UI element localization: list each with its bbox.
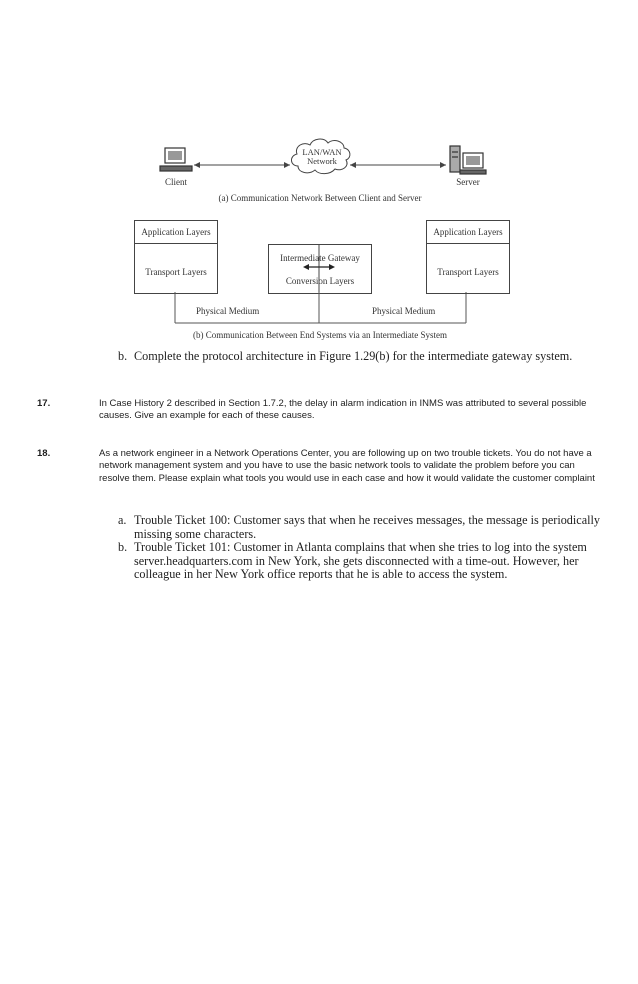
left-app-layers: Application Layers — [141, 227, 211, 237]
item-b-top-marker: b. — [118, 349, 128, 363]
right-app-layers: Application Layers — [433, 227, 503, 237]
gateway-arrow-right-icon — [329, 264, 335, 270]
cloud-label: LAN/WAN Network — [302, 147, 342, 166]
item-text: Trouble Ticket 101: Customer in Atlanta complains that when she tries to log into the system server.headquarters.com in New York, she gets disconnected with a time-out. However, her colleague in her New York office reports that he is able to access the system. — [134, 540, 587, 582]
figure — [0, 0, 638, 360]
question-number: 17. — [37, 398, 51, 409]
question-number: 18. — [37, 448, 51, 459]
gateway-title: Intermediate Gateway — [280, 253, 360, 263]
gateway-arrow-drawing — [0, 0, 638, 360]
item-marker: a. — [118, 513, 127, 527]
gateway-arrow-left-icon — [303, 264, 309, 270]
physical-medium-right-label: Physical Medium — [372, 306, 436, 316]
server-label: Server — [456, 177, 480, 187]
gateway-sub: Conversion Layers — [285, 276, 355, 286]
client-label: Client — [165, 177, 187, 187]
right-transport-layers: Transport Layers — [437, 267, 499, 277]
physical-medium-left-label: Physical Medium — [196, 306, 260, 316]
right-end-system — [426, 220, 510, 294]
right-app-layers-divider — [427, 243, 509, 244]
caption-a: (a) Communication Network Between Client and Server — [218, 193, 422, 203]
item-b-top-text: Complete the protocol architecture in Figure 1.29(b) for the intermediate gateway system. — [134, 349, 573, 363]
left-transport-layers: Transport Layers — [145, 267, 207, 277]
question-text: As a network engineer in a Network Operations Center, you are following up on two trouble tickets. You do not have a network management system and you have to use the basic network tools to validate the problem before you can resolve them. Please explain what tools you would use in each case and how it would validate the customer complaint — [99, 448, 595, 484]
item-marker: b. — [118, 540, 128, 554]
caption-b: (b) Communication Between End Systems via an Intermediate System — [193, 330, 447, 340]
question-text: In Case History 2 described in Section 1.7.2, the delay in alarm indication in INMS was attributed to several possible causes. Give an example for each of these causes. — [99, 398, 587, 422]
item-text: Trouble Ticket 100: Customer says that when he receives messages, the message is periodically missing some characters. — [134, 513, 600, 541]
